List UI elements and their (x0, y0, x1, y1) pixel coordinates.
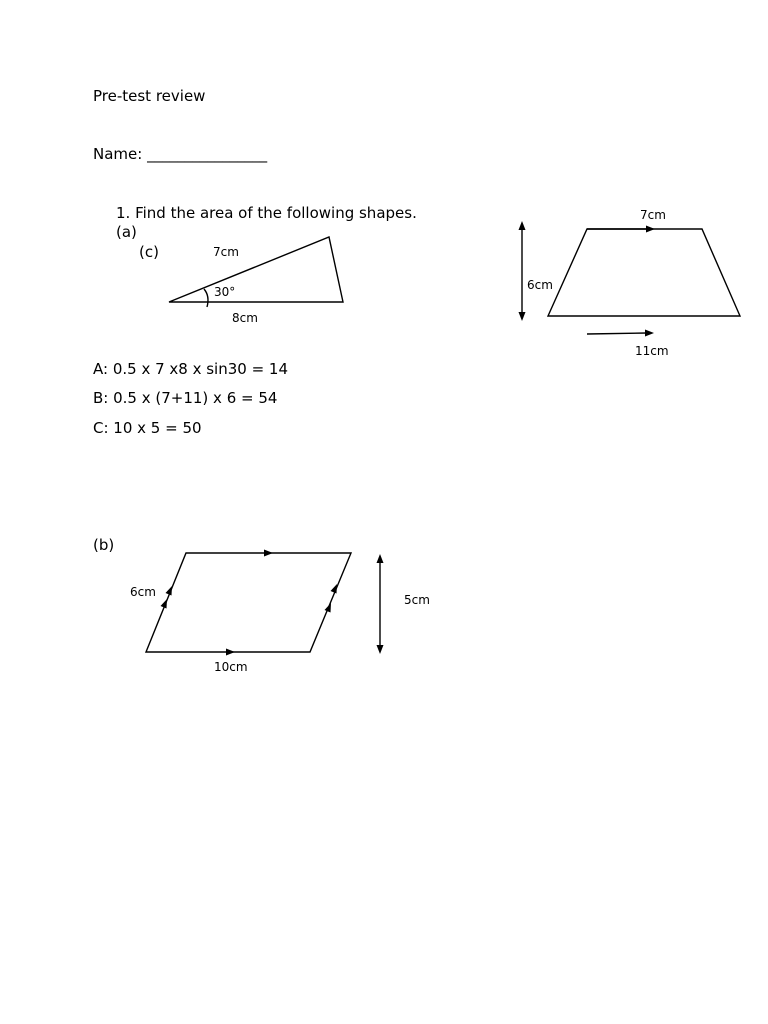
parallelogram-height-arrowhead-top (377, 554, 384, 563)
triangle-side-label: 7cm (213, 245, 239, 259)
trapezoid-height-label: 6cm (527, 278, 553, 292)
triangle-shape (169, 237, 343, 302)
trapezoid-bottom-label: 11cm (635, 344, 669, 358)
answer-a: A: 0.5 x 7 x8 x sin30 = 14 (93, 360, 288, 378)
triangle-angle-arc (204, 289, 208, 307)
page-title: Pre-test review (93, 87, 206, 105)
parallelogram-height-arrowhead-bottom (377, 645, 384, 654)
answer-b: B: 0.5 x (7+11) x 6 = 54 (93, 389, 278, 407)
part-c-label: (c) (139, 243, 159, 261)
part-b-label: (b) (93, 536, 115, 554)
parallelogram-right-arrowhead-1 (331, 584, 338, 594)
parallelogram-height-label: 5cm (404, 593, 430, 607)
triangle-base-label: 8cm (232, 311, 258, 325)
trapezoid-height-arrowhead-top (519, 221, 526, 230)
triangle-angle-label: 30° (214, 285, 236, 299)
parallelogram-bottom-arrowhead (226, 649, 235, 656)
trapezoid-bottom-arrowhead (645, 330, 654, 337)
parallelogram-side-label: 6cm (130, 585, 156, 599)
trapezoid-bottom-arrow-line (587, 333, 647, 334)
part-a-label: (a) (116, 223, 137, 241)
parallelogram-right-arrowhead-2 (325, 603, 332, 613)
answer-c: C: 10 x 5 = 50 (93, 419, 202, 437)
parallelogram-left-arrowhead-1 (166, 586, 173, 596)
question-1-text: 1. Find the area of the following shapes. (116, 204, 417, 222)
trapezoid-shape (548, 229, 740, 316)
trapezoid-top-arrowhead (646, 226, 655, 233)
parallelogram-base-label: 10cm (214, 660, 248, 674)
parallelogram-top-arrowhead (264, 550, 273, 557)
trapezoid-height-arrowhead-bottom (519, 312, 526, 321)
parallelogram-left-arrowhead-2 (161, 599, 168, 609)
parallelogram-shape (146, 553, 351, 652)
trapezoid-top-label: 7cm (640, 208, 666, 222)
name-field-label: Name: ________________ (93, 145, 268, 163)
